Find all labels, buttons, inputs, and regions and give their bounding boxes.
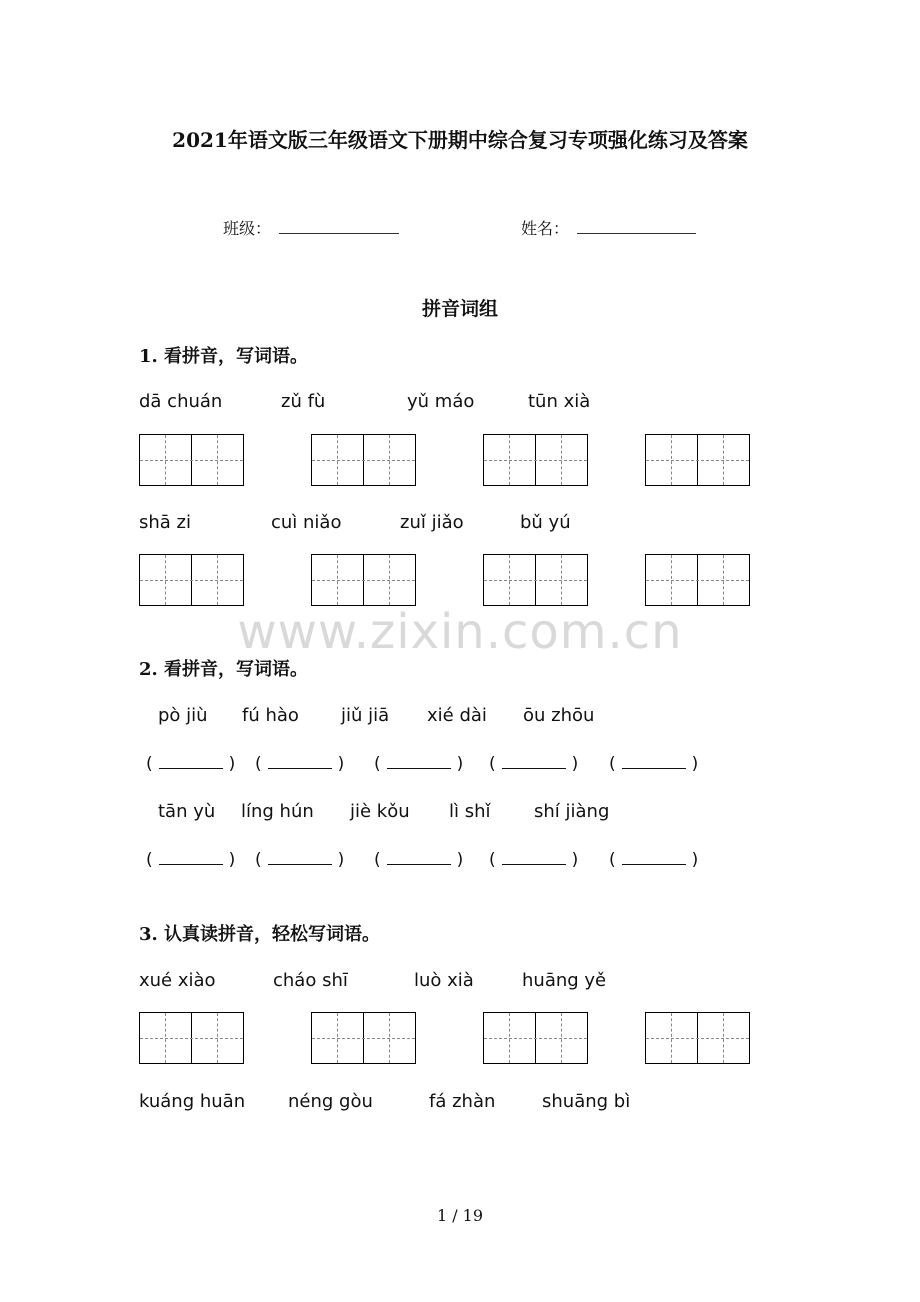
writing-grid-box[interactable] xyxy=(139,1012,244,1064)
writing-grid-box[interactable] xyxy=(311,554,416,606)
q3-pinyin-5: kuáng huān xyxy=(139,1091,246,1112)
question-1-heading: 1. 看拼音，写词语。 xyxy=(139,346,309,367)
name-field[interactable] xyxy=(577,233,696,234)
page-number: 1 / 19 xyxy=(436,1206,484,1225)
page-title: 2021年语文版三年级语文下册期中综合复习专项强化练习及答案 xyxy=(172,128,748,152)
q1-pinyin-1: dā chuán xyxy=(139,391,223,412)
answer-blank[interactable]: ( ) xyxy=(255,850,345,870)
writing-grid-box[interactable] xyxy=(139,554,244,606)
writing-grid-box[interactable] xyxy=(483,1012,588,1064)
answer-blank[interactable]: ( ) xyxy=(609,850,699,870)
name-label: 姓名： xyxy=(521,219,570,238)
q2-pinyin-4: xié dài xyxy=(427,705,487,726)
question-3-heading: 3. 认真读拼音，轻松写词语。 xyxy=(139,924,381,945)
q1-pinyin-3: yǔ máo xyxy=(407,391,475,412)
q1-pinyin-5: shā zi xyxy=(139,512,191,533)
section-title: 拼音词组 xyxy=(421,298,498,320)
writing-grid-box[interactable] xyxy=(139,434,244,486)
q3-pinyin-3: luò xià xyxy=(414,970,474,991)
q2-pinyin-10: shí jiàng xyxy=(534,801,610,822)
q2-pinyin-7: líng hún xyxy=(241,801,314,822)
writing-grid-box[interactable] xyxy=(311,1012,416,1064)
q2-pinyin-6: tān yù xyxy=(158,801,216,822)
q2-pinyin-3: jiǔ jiā xyxy=(341,705,390,726)
writing-grid-box[interactable] xyxy=(645,554,750,606)
question-2-heading: 2. 看拼音，写词语。 xyxy=(139,659,309,680)
writing-grid-box[interactable] xyxy=(483,434,588,486)
answer-blank[interactable]: ( ) xyxy=(374,754,464,774)
class-field[interactable] xyxy=(279,233,399,234)
answer-blank[interactable]: ( ) xyxy=(146,754,236,774)
q1-pinyin-6: cuì niǎo xyxy=(271,512,342,533)
writing-grid-box[interactable] xyxy=(645,1012,750,1064)
writing-grid-box[interactable] xyxy=(311,434,416,486)
q1-pinyin-4: tūn xià xyxy=(528,391,591,412)
q3-pinyin-7: fá zhàn xyxy=(429,1091,496,1112)
q1-pinyin-8: bǔ yú xyxy=(520,512,571,533)
q2-pinyin-5: ōu zhōu xyxy=(523,705,595,726)
answer-blank[interactable]: ( ) xyxy=(489,850,579,870)
q1-pinyin-7: zuǐ jiǎo xyxy=(400,512,464,533)
writing-grid-box[interactable] xyxy=(645,434,750,486)
answer-blank[interactable]: ( ) xyxy=(609,754,699,774)
q2-pinyin-9: lì shǐ xyxy=(449,801,491,822)
q3-pinyin-6: néng gòu xyxy=(288,1091,373,1112)
q3-pinyin-4: huāng yě xyxy=(522,970,607,991)
answer-blank[interactable]: ( ) xyxy=(374,850,464,870)
q2-pinyin-2: fú hào xyxy=(242,705,299,726)
writing-grid-box[interactable] xyxy=(483,554,588,606)
q3-pinyin-2: cháo shī xyxy=(273,970,348,991)
answer-blank[interactable]: ( ) xyxy=(255,754,345,774)
q2-pinyin-1: pò jiù xyxy=(158,705,208,726)
answer-blank[interactable]: ( ) xyxy=(146,850,236,870)
q3-pinyin-8: shuāng bì xyxy=(542,1091,631,1112)
answer-blank[interactable]: ( ) xyxy=(489,754,579,774)
q2-pinyin-8: jiè kǒu xyxy=(350,801,410,822)
q3-pinyin-1: xué xiào xyxy=(139,970,216,991)
class-label: 班级： xyxy=(223,219,272,238)
q1-pinyin-2: zǔ fù xyxy=(281,391,326,412)
watermark: www.zixin.com.cn xyxy=(237,604,683,660)
